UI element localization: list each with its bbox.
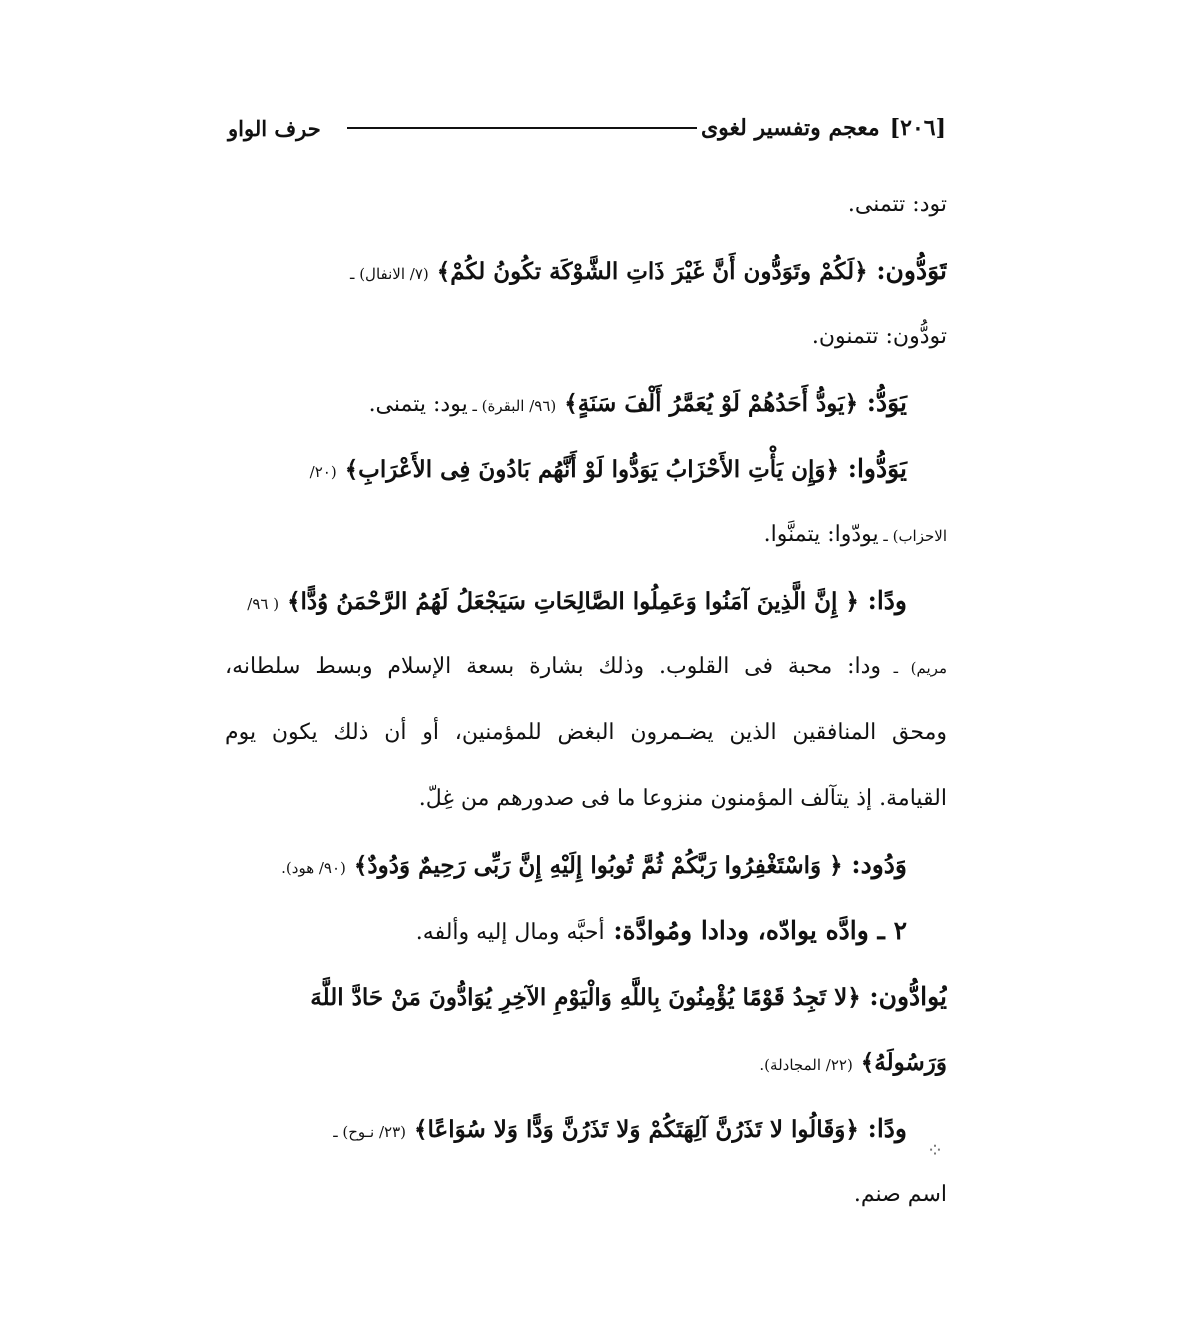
page-header — [228, 108, 946, 148]
text-line — [225, 1030, 947, 1096]
text-line — [225, 832, 947, 898]
text-line — [225, 238, 947, 304]
definition-text: تودُّون: تتمنون. — [811, 324, 947, 349]
scan-mark: ⁘ — [926, 1138, 944, 1162]
verse-reference: الاحزاب) ـ — [878, 527, 947, 545]
headword: ودًا: — [858, 586, 907, 615]
headword: يَوَدُّوا: — [839, 454, 907, 483]
verse-reference: (٢٣/ نـوح) ـ — [333, 1123, 407, 1141]
headword: تَوَدُّون: — [867, 256, 947, 285]
quran-verse: ﴿ إِنَّ الَّذِينَ آمَنُوا وَعَمِلُوا الصَّالِحَاتِ سَيَجْعَلُ لَهُمُ الرَّحْمَنُ وُدًّا﴾ — [279, 588, 859, 615]
text-line — [225, 1162, 947, 1228]
quran-verse: ﴿وَإِن يَأْتِ الأَحْزَابُ يَوَدُّوا لَوْ أَنَّهُم بَادُونَ فِى الأَعْرَابِ﴾ — [336, 456, 840, 483]
quran-verse: ﴿لَكُمْ وتَوَدُّون أَنَّ غَيْرَ ذَاتِ الشَّوْكَة تكُونُ لكُمْ﴾ — [428, 258, 868, 285]
headword: يُوادُّون: — [860, 982, 947, 1011]
definition-text: القيامة. إذ يتآلف المؤمنون منزوعا ما فى صدورهم من غِلّ. — [418, 786, 947, 811]
text-line — [225, 964, 947, 1030]
quran-verse: ﴿ وَاسْتَغْفِرُوا رَبَّكُمْ ثُمَّ تُوبُوا إِلَيْهِ إِنَّ رَبِّى رَحِيمٌ وَدُودٌ﴾ — [345, 852, 843, 879]
text-line — [225, 502, 947, 568]
page-body — [225, 172, 947, 1228]
text-line — [225, 700, 947, 766]
text-line — [225, 898, 947, 964]
definition-text: اسم صنم. — [853, 1182, 947, 1207]
verse-reference: (٢٠/ — [309, 463, 337, 481]
headword: يَوَدُّ: — [858, 388, 907, 417]
verse-reference: (٩٠/ هود). — [281, 859, 346, 877]
quran-verse: وَرَسُولَهُ﴾ — [852, 1049, 947, 1076]
text-line — [225, 568, 947, 634]
verse-reference: مريم) ـ — [881, 659, 947, 677]
quran-verse: ﴿لا تَجِدُ قَوْمًا يُؤْمِنُونَ بِاللَّهِ وَالْيَوْمِ الآخِرِ يُوَادُّونَ مَنْ حَادَّ اللَّهَ — [310, 984, 861, 1011]
definition-text: يودّوا: يتمنَّوا. — [763, 522, 879, 547]
verse-reference: (٩٦/ البقرة) ـ — [467, 397, 557, 415]
verse-reference: (٢٢/ المجادلة). — [759, 1056, 853, 1074]
book-title: معجم وتفسير لغوى — [700, 115, 880, 141]
text-line — [225, 436, 947, 502]
quran-verse: ﴿يَودُّ أَحَدُهُمْ لَوْ يُعَمَّرُ أَلْفَ سَنَةٍ﴾ — [556, 390, 859, 417]
definition-text: تود: تتمنى. — [847, 192, 947, 217]
headword: ودًا: — [858, 1114, 907, 1143]
verse-reference: (٧/ الانفال) ـ — [350, 265, 429, 283]
text-line — [225, 634, 947, 700]
definition-text: ودا: محبة فى القلوب. وذلك بشارة بسعة الإسلام وبسط سلطانه، — [225, 654, 882, 679]
text-line — [225, 370, 947, 436]
quran-verse: ﴿وَقَالُوا لا تَذَرُنَّ آلِهَتَكُمْ وَلا تَذَرُنَّ وَدًّا وَلا سُوَاعًا﴾ — [406, 1116, 859, 1143]
definition-text: أحبَّه ومال إليه وألفه. — [415, 920, 605, 945]
text-line — [225, 766, 947, 832]
text-line — [225, 1096, 947, 1162]
header-rule — [347, 127, 697, 129]
definition-text: يود: يتمنى. — [368, 392, 468, 417]
headword: ٢ ـ وادَّه يوادّه، ودادا ومُوادَّة: — [604, 916, 907, 945]
section-title: حرف الواو — [228, 115, 321, 141]
text-line — [225, 172, 947, 238]
text-line — [225, 304, 947, 370]
headword: وَدُود: — [842, 850, 907, 879]
page-number: [٢٠٦] — [889, 115, 946, 141]
header-book-info — [701, 115, 946, 141]
verse-reference: ( ٩٦/ — [247, 595, 280, 613]
definition-text: ومحق المنافقين الذين يضـمرون البغض للمؤمنين، أو أن ذلك يكون يوم — [225, 720, 947, 745]
